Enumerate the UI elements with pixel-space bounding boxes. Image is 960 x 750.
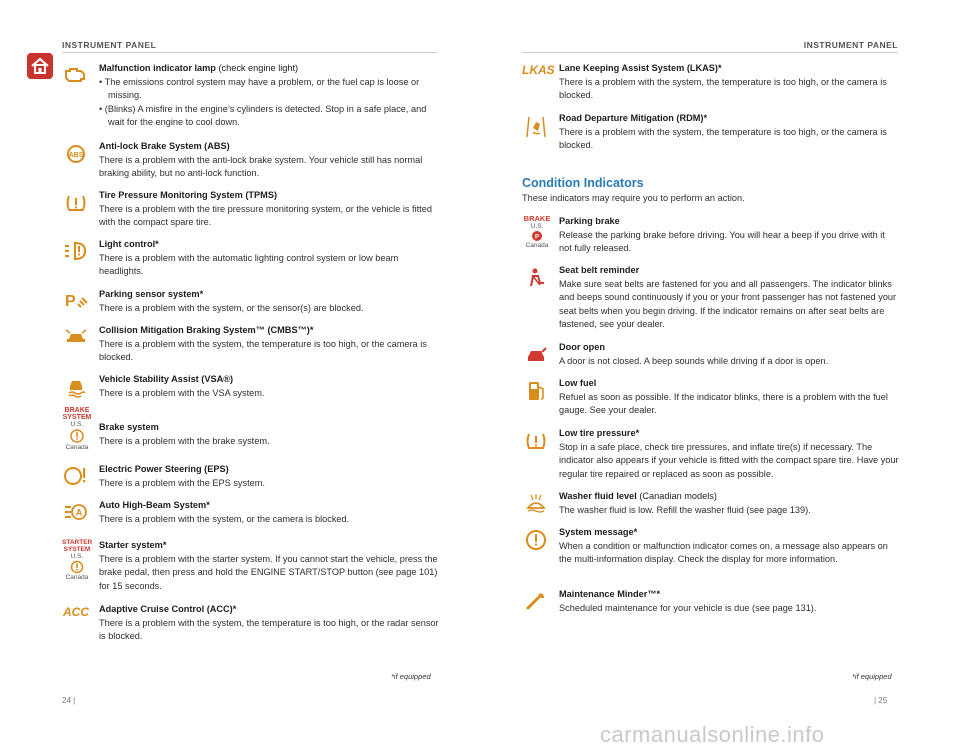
indicator-title: Low tire pressure* <box>559 428 640 438</box>
tpms-icon <box>62 191 90 217</box>
indicator-desc: Release the parking brake before driving. You will hear a beep if you drive with it not fully released. <box>559 229 885 253</box>
indicator-washer-fluid <box>522 490 900 526</box>
indicator-desc: The washer fluid is low. Refill the washer fluid (see page 139). <box>559 504 811 515</box>
indicator-desc: There is a problem with the system, or the camera is blocked. <box>99 513 350 524</box>
indicator-lkas <box>522 62 900 112</box>
indicator-starter-system <box>62 539 440 603</box>
indicator-title: Seat belt reminder <box>559 265 640 275</box>
left-column <box>62 62 440 647</box>
cmbs-icon <box>62 326 90 352</box>
header-rule-right <box>522 52 898 53</box>
indicator-desc: There is a problem with the anti-lock brake system. Your vehicle still has normal braking ability, but no anti-lock function. <box>99 154 423 178</box>
svg-text:P: P <box>534 234 540 241</box>
indicator-title: Auto High-Beam System* <box>99 500 210 510</box>
indicator-bullet: • (Blinks) A misfire in the engine’s cylinders is detected. Stop in a safe place, and wait for the engine to cool down. <box>99 103 427 127</box>
indicator-desc: There is a problem with the system, the temperature is too high, or the camera is blocked. <box>99 338 427 362</box>
vsa-icon <box>62 375 90 401</box>
brake-icon-text: BRAKE <box>64 407 90 414</box>
page-number-right: | 25 <box>874 696 888 705</box>
indicator-title: Adaptive Cruise Control (ACC)* <box>99 604 237 614</box>
indicator-desc: There is a problem with the system, or the sensor(s) are blocked. <box>99 302 364 313</box>
indicator-title: Maintenance Minder™* <box>559 589 661 599</box>
brake-icon-text: SYSTEM <box>62 414 92 421</box>
indicator-desc: Make sure seat belts are fastened for you and all passengers. The indicator blinks and beeps sound continuously if you or your front passenger has not fastened your seat belts when you begin driving. If the indicator remains on after seat belts are fastened, see your dealer. <box>559 278 897 329</box>
indicator-title: Road Departure Mitigation (RDM)* <box>559 113 708 123</box>
low-tire-pressure-icon <box>522 429 550 455</box>
system-message-icon <box>522 528 550 554</box>
indicator-title: Door open <box>559 342 605 352</box>
footnote-left: *if equipped <box>391 672 431 681</box>
region-label-us: U.S. <box>70 553 84 560</box>
seat-belt-icon <box>522 266 550 292</box>
starter-icon-text: SYSTEM <box>63 546 91 553</box>
indicator-desc: Stop in a safe place, check tire pressures, and inflate tire(s) if necessary. The indicator also appears if your vehicle is fitted with the compact spare tire. Have your regular tire repaired or replaced as soon as possible. <box>559 441 899 479</box>
lkas-icon-text: LKAS <box>522 63 555 77</box>
indicator-title: Washer fluid level (Canadian models) <box>559 491 717 501</box>
indicator-desc: When a condition or malfunction indicator comes on, a message also appears on the multi-information display. Check the display for more information. <box>559 540 888 564</box>
region-label-canada: Canada <box>65 444 89 451</box>
indicator-title: Low fuel <box>559 378 597 388</box>
indicator-auto-high-beam <box>62 499 440 539</box>
watermark: carmanualsonline.info <box>600 722 825 747</box>
indicator-low-fuel <box>522 377 900 427</box>
indicator-parking-brake <box>522 215 900 264</box>
indicator-title: Starter system* <box>99 540 167 550</box>
region-label-canada: Canada <box>65 574 89 581</box>
auto-high-beam-icon <box>62 501 90 527</box>
home-icon <box>27 53 53 79</box>
indicator-vsa <box>62 373 440 413</box>
starter-icon-text: STARTER <box>62 539 93 546</box>
svg-text:A: A <box>75 507 83 518</box>
region-label-us: U.S. <box>530 223 544 230</box>
condition-indicators-subtitle: These indicators may require you to perform an action. <box>522 193 745 203</box>
region-label-canada: Canada <box>525 242 549 249</box>
indicator-title: Brake system <box>99 422 159 432</box>
indicator-title: Malfunction indicator lamp (check engine light) <box>99 63 299 73</box>
indicator-desc: There is a problem with the system, the temperature is too high, or the camera is blocked. <box>559 76 887 100</box>
parking-sensor-icon <box>62 290 90 316</box>
indicator-title: Parking sensor system* <box>99 289 204 299</box>
indicator-eps <box>62 463 440 499</box>
indicator-system-message <box>522 526 900 588</box>
brake-circle-icon <box>68 428 86 444</box>
indicator-desc: Refuel as soon as possible. If the indicator blinks, there is a problem with the fuel gauge. See your dealer. <box>559 391 888 415</box>
indicator-tpms <box>62 189 440 238</box>
indicator-light-control <box>62 238 440 288</box>
svg-text:ABS: ABS <box>68 152 84 159</box>
door-open-icon <box>522 343 550 369</box>
region-label-us: U.S. <box>70 421 84 428</box>
check-engine-icon <box>62 64 90 90</box>
indicator-desc: A door is not closed. A beep sounds while driving if a door is open. <box>559 355 829 366</box>
abs-icon <box>62 142 90 168</box>
brake-system-icon <box>62 407 92 451</box>
indicator-seat-belt <box>522 264 900 341</box>
indicator-parking-sensor <box>62 288 440 324</box>
footnote-right: *if equipped <box>852 672 892 681</box>
indicator-desc: There is a problem with the starter system. If you cannot start the vehicle, press the brake pedal, then press and hold the ENGINE START/STOP button (see page 101) for 15 seconds. <box>99 553 438 591</box>
wrench-icon <box>522 590 550 616</box>
indicator-title: Vehicle Stability Assist (VSA®) <box>99 374 234 384</box>
indicator-desc: There is a problem with the VSA system. <box>99 387 265 398</box>
indicator-desc: There is a problem with the automatic lighting control system or low beam headlights. <box>99 252 399 276</box>
washer-fluid-icon <box>522 492 550 518</box>
acc-icon <box>62 607 90 633</box>
indicator-title: Parking brake <box>559 216 620 226</box>
acc-icon-text: ACC <box>63 605 89 619</box>
fuel-pump-icon <box>522 379 550 405</box>
indicator-title: Light control* <box>99 239 159 249</box>
indicator-title: Tire Pressure Monitoring System (TPMS) <box>99 190 278 200</box>
indicator-rdm <box>522 112 900 170</box>
indicator-desc: There is a problem with the brake system. <box>99 435 270 446</box>
parking-brake-icon <box>522 214 552 249</box>
parking-brake-icon-text: BRAKE <box>523 214 551 223</box>
home-button[interactable] <box>27 53 53 79</box>
indicator-maintenance-minder <box>522 588 900 624</box>
indicator-desc: There is a problem with the tire pressure monitoring system, or the vehicle is fitted with the compact spare tire. <box>99 203 432 227</box>
page-number-left: 24 | <box>62 696 76 705</box>
svg-text:P: P <box>65 293 76 310</box>
light-control-icon <box>62 240 90 266</box>
indicator-title: Lane Keeping Assist System (LKAS)* <box>559 63 722 73</box>
indicator-abs <box>62 140 440 189</box>
page-header-left: INSTRUMENT PANEL <box>62 40 157 50</box>
header-rule-left <box>62 52 437 53</box>
indicator-title: System message* <box>559 527 638 537</box>
indicator-bullet: • The emissions control system may have a problem, or the fuel cap is loose or missing. <box>99 76 420 100</box>
indicator-acc <box>62 603 440 647</box>
indicator-malfunction <box>62 62 440 140</box>
indicator-desc: There is a problem with the EPS system. <box>99 477 265 488</box>
starter-circle-icon <box>68 560 86 574</box>
parking-brake-circle-icon <box>529 230 545 242</box>
indicator-low-tire-pressure <box>522 427 900 490</box>
starter-system-icon <box>62 539 93 581</box>
indicator-title: Collision Mitigation Braking System™ (CMBS™)* <box>99 325 314 335</box>
indicator-brake-system <box>62 407 440 463</box>
indicator-title: Electric Power Steering (EPS) <box>99 464 229 474</box>
lkas-icon <box>522 63 555 91</box>
indicator-door-open <box>522 341 900 377</box>
indicator-desc: Scheduled maintenance for your vehicle is due (see page 131). <box>559 602 817 613</box>
eps-icon <box>62 465 90 491</box>
condition-indicators-heading: Condition Indicators <box>522 176 644 190</box>
indicator-cmbs <box>62 324 440 373</box>
rdm-icon <box>522 114 550 140</box>
indicator-title: Anti-lock Brake System (ABS) <box>99 141 230 151</box>
indicator-desc: There is a problem with the system, the temperature is too high, or the camera is blocked. <box>559 126 887 150</box>
page-header-right: INSTRUMENT PANEL <box>803 40 898 50</box>
indicator-desc: There is a problem with the system, the temperature is too high, or the radar sensor is blocked. <box>99 617 439 641</box>
right-column <box>522 62 900 624</box>
